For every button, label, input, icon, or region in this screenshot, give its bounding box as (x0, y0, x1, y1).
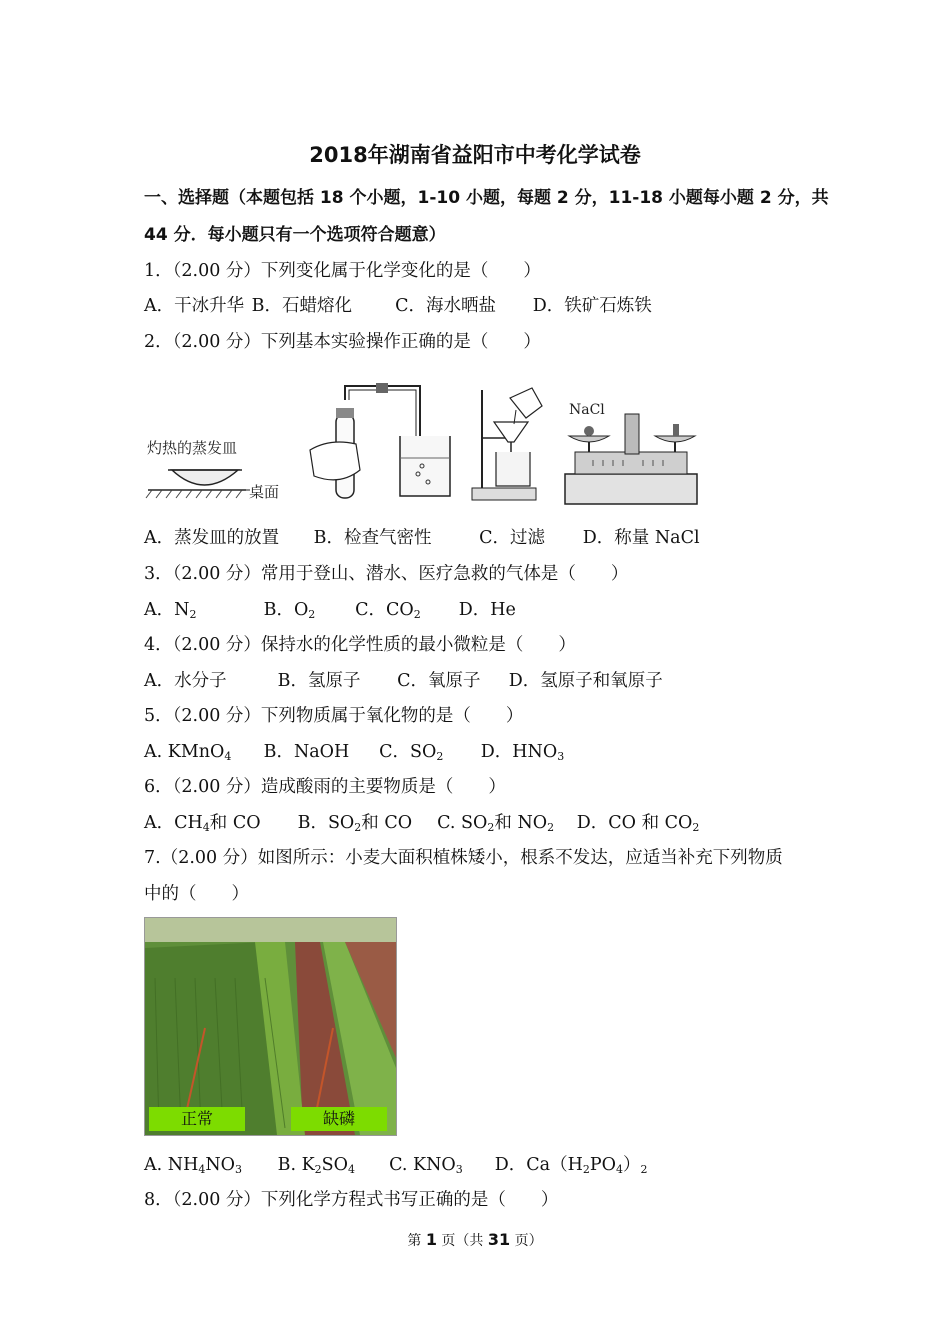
q5-option-a: A. KMnO$_4$ (144, 742, 232, 763)
page-footer: 第 1 页（共 31 页） (407, 1230, 543, 1249)
filtration-figure (470, 384, 550, 504)
q4-option-b: B．氢原子 (277, 671, 361, 691)
wheat-field-photo (144, 917, 397, 1136)
photo-label-normal: 正常 (149, 1107, 245, 1131)
q1-option-d: D．铁矿石炼铁 (532, 296, 652, 316)
question-1-options (144, 298, 652, 316)
question-3-stem: 3．（2.00 分）常用于登山、潜水、医疗急救的气体是（ ） (144, 564, 629, 584)
question-1-stem: 1．（2.00 分）下列变化属于化学变化的是（ ） (144, 261, 541, 281)
question-4-stem: 4．（2.00 分）保持水的化学性质的最小微粒是（ ） (144, 635, 576, 655)
question-6-options (144, 815, 699, 833)
question-4-options (144, 673, 663, 691)
airtightness-figure (300, 378, 460, 504)
q7-option-b: B. $K_2SO_4$ (277, 1155, 355, 1176)
q6-option-c: C. $SO_2$和 $NO_2$ (437, 813, 555, 834)
q2-option-d: D．称量 NaCl (582, 528, 700, 548)
nacl-label: NaCl (569, 402, 605, 418)
current-page-number: 1 (425, 1230, 437, 1249)
q6-option-a: A．$CH_4$和 CO (144, 813, 261, 834)
question-7-stem-line1: 7.（2.00 分）如图所示：小麦大面积植株矮小，根系不发达，应适当补充下列物质 (144, 848, 783, 868)
question-2-options (144, 530, 700, 548)
q4-option-a: A．水分子 (144, 671, 227, 691)
q2-option-c: C．过滤 (479, 528, 546, 548)
table-label: 桌面 (249, 483, 280, 501)
question-7-options (144, 1157, 647, 1175)
q7-option-d: D．$Ca(H_2PO_4)_2$ (494, 1155, 648, 1176)
q6-option-d: D．CO 和 $CO_2$ (576, 813, 700, 834)
evaporating-dish-figure (144, 436, 294, 506)
question-3-options (144, 602, 516, 620)
dish-label: 灼热的蒸发皿 (147, 439, 238, 457)
question-6-stem: 6．（2.00 分）造成酸雨的主要物质是（ ） (144, 777, 506, 797)
question-5-stem: 5．（2.00 分）下列物质属于氧化物的是（ ） (144, 706, 524, 726)
q2-option-a: A．蒸发皿的放置 (144, 528, 280, 548)
q7-option-c: C. $KNO_3$ (389, 1155, 463, 1176)
question-5-options (144, 744, 564, 762)
q4-option-d: D．氢原子和氧原子 (508, 671, 663, 691)
total-page-count: 31 (487, 1230, 511, 1249)
q3-option-a: A．$N_2$ (144, 600, 197, 621)
q3-option-b: B．$O_2$ (263, 600, 316, 621)
q5-option-c: C．$SO_2$ (379, 742, 444, 763)
photo-label-phosphorus-deficiency: 缺磷 (291, 1107, 387, 1131)
page-title: 2018年湖南省益阳市中考化学试卷 (309, 143, 641, 167)
question-7-stem-line2: 中的（ ） (144, 884, 249, 904)
balance-figure (563, 398, 703, 506)
q1-option-b: B．石蜡熔化 (251, 296, 352, 316)
q7-option-a: A. $NH_4NO_3$ (144, 1155, 243, 1176)
q5-option-b: B．NaOH (263, 742, 350, 762)
q1-option-a: A．干冰升华 (144, 296, 245, 316)
section-header-line1: 一、选择题（本题包括 18 个小题，1-10 小题，每题 2 分，11-18 小题每小题 2 分，共 (144, 188, 829, 208)
q6-option-b: B．$SO_2$和 CO (297, 813, 413, 834)
q3-option-d: D．He (458, 600, 516, 620)
section-header-line2: 44 分．每小题只有一个选项符合题意） (144, 225, 446, 245)
q2-option-b: B．检查气密性 (313, 528, 432, 548)
q4-option-c: C．氧原子 (397, 671, 481, 691)
q5-option-d: D．$HNO_3$ (480, 742, 565, 763)
question-2-stem: 2．（2.00 分）下列基本实验操作正确的是（ ） (144, 332, 541, 352)
q1-option-c: C．海水晒盐 (395, 296, 497, 316)
q3-option-c: C．$CO_2$ (355, 600, 421, 621)
question-8-stem: 8．（2.00 分）下列化学方程式书写正确的是（ ） (144, 1190, 559, 1210)
